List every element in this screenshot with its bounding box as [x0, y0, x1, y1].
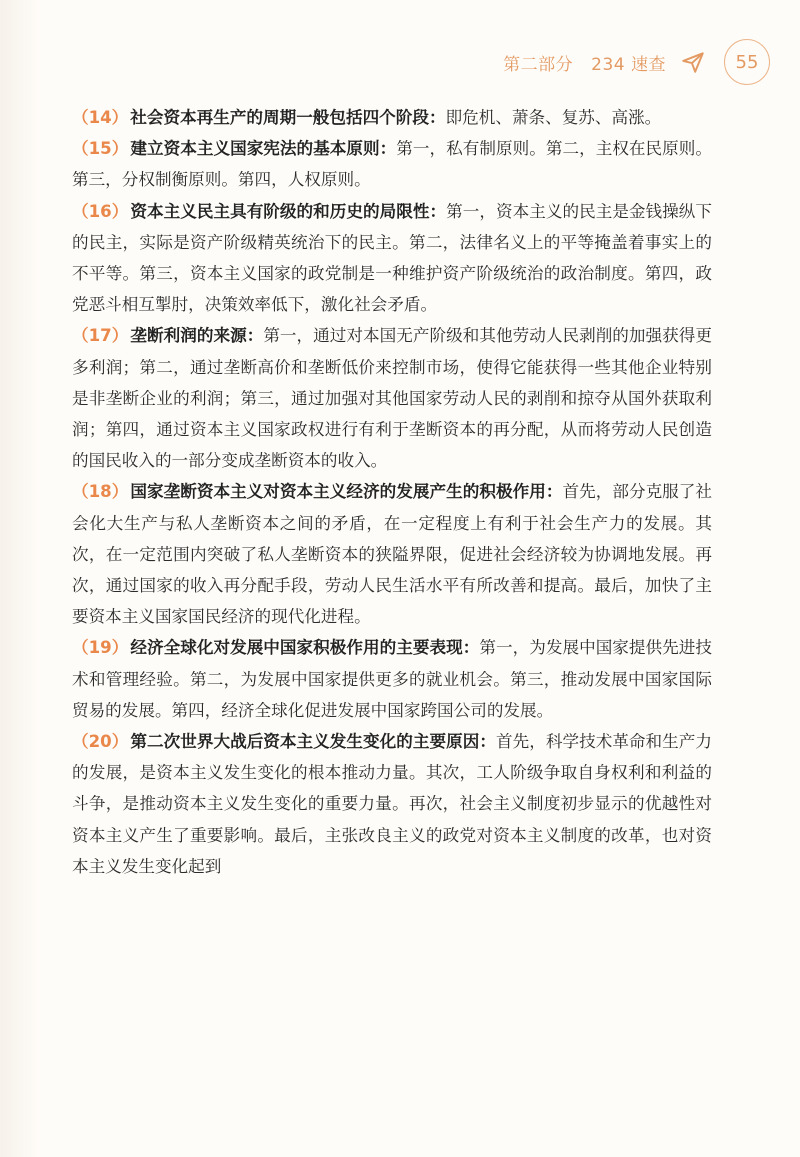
entry-number: （16） [72, 201, 129, 221]
page-content [72, 102, 712, 882]
page-number: 55 [735, 51, 759, 73]
paper-plane-icon [680, 49, 706, 75]
entry-number: （19） [72, 638, 129, 658]
entry-title: 经济全球化对发展中国家积极作用的主要表现： [130, 638, 480, 658]
entry-16 [72, 196, 712, 321]
entry-number: （14） [72, 108, 129, 127]
entry-title: 社会资本再生产的周期一般包括四个阶段： [130, 108, 446, 127]
entry-text: 首先，科学技术革命和生产力的发展，是资本主义发生变化的根本推动力量。其次，工人阶级争取自身权利和利益的斗争，是推动资本主义发生变化的重要力量。再次，社会主义制度初步显示的优越性对资本主义产生了重要影响。最后，主张改良主义的政党对资本主义制度的改革，也对资本主义发生变化起到 [72, 732, 713, 876]
entry-15 [72, 133, 712, 195]
entry-number: （20） [72, 732, 129, 752]
entry-18 [72, 476, 712, 632]
entry-title: 国家垄断资本主义对资本主义经济的发展产生的积极作用： [130, 482, 563, 502]
entry-text: 第一，资本主义的民主是金钱操纵下的民主，实际是资产阶级精英统治下的民主。第二，法律名义上的平等掩盖着事实上的不平等。第三，资本主义国家的政党制是一种维护资产阶级统治的政治制度。第四，政党恶斗相互掣肘，决策效率低下，激化社会矛盾。 [72, 201, 713, 315]
entry-text: 第一，为发展中国家提供先进技术和管理经验。第二，为发展中国家提供更多的就业机会。第三，推动发展中国家国际贸易的发展。第四，经济全球化促进发展中国家跨国公司的发展。 [72, 638, 713, 720]
entry-title: 资本主义民主具有阶级的和历史的局限性： [130, 201, 447, 221]
entry-text: 第一，通过对本国无产阶级和其他劳动人民剥削的加强获得更多利润；第二，通过垄断高价和垄断低价来控制市场，使得它能获得一些其他企业特别是非垄断企业的利润；第三，通过加强对其他国家劳动人民的剥削和掠夺从国外获取利润；第四，通过资本主义国家政权进行有利于垄断资本的再分配，从而将劳动人民创造的国民收入的一部分变成垄断资本的收入。 [72, 326, 713, 471]
header-section-label: 第二部分 [503, 54, 574, 75]
entry-14 [72, 102, 712, 133]
entry-20 [72, 726, 712, 882]
page-header [503, 38, 770, 86]
entry-text: 首先，部分克服了社会化大生产与私人垄断资本之间的矛盾，在一定程度上有利于社会生产力的发展。其次，在一定范围内突破了私人垄断资本的狭隘界限，促进社会经济较为协调地发展。再次，通过国家的收入再分配手段，劳动人民生活水平有所改善和提高。最后，加快了主要资本主义国家国民经济的现代化进程。 [72, 482, 713, 627]
entry-text: 第一，私有制原则。第二，主权在民原则。第三，分权制衡原则。第四，人权原则。 [72, 139, 713, 190]
page-number-badge [724, 39, 770, 85]
entry-text: 即危机、萧条、复苏、高涨。 [445, 108, 662, 127]
entry-number: （18） [72, 482, 129, 502]
entry-title: 垄断利润的来源： [130, 326, 264, 346]
entry-17 [72, 320, 712, 476]
entry-number: （15） [72, 139, 129, 159]
header-book-label: 234 速查 [591, 54, 666, 75]
page-gutter-shadow [0, 0, 40, 1157]
entry-19 [72, 632, 712, 726]
entry-title: 建立资本主义国家宪法的基本原则： [130, 139, 397, 159]
entry-number: （17） [72, 326, 129, 346]
entry-title: 第二次世界大战后资本主义发生变化的主要原因： [130, 732, 496, 752]
